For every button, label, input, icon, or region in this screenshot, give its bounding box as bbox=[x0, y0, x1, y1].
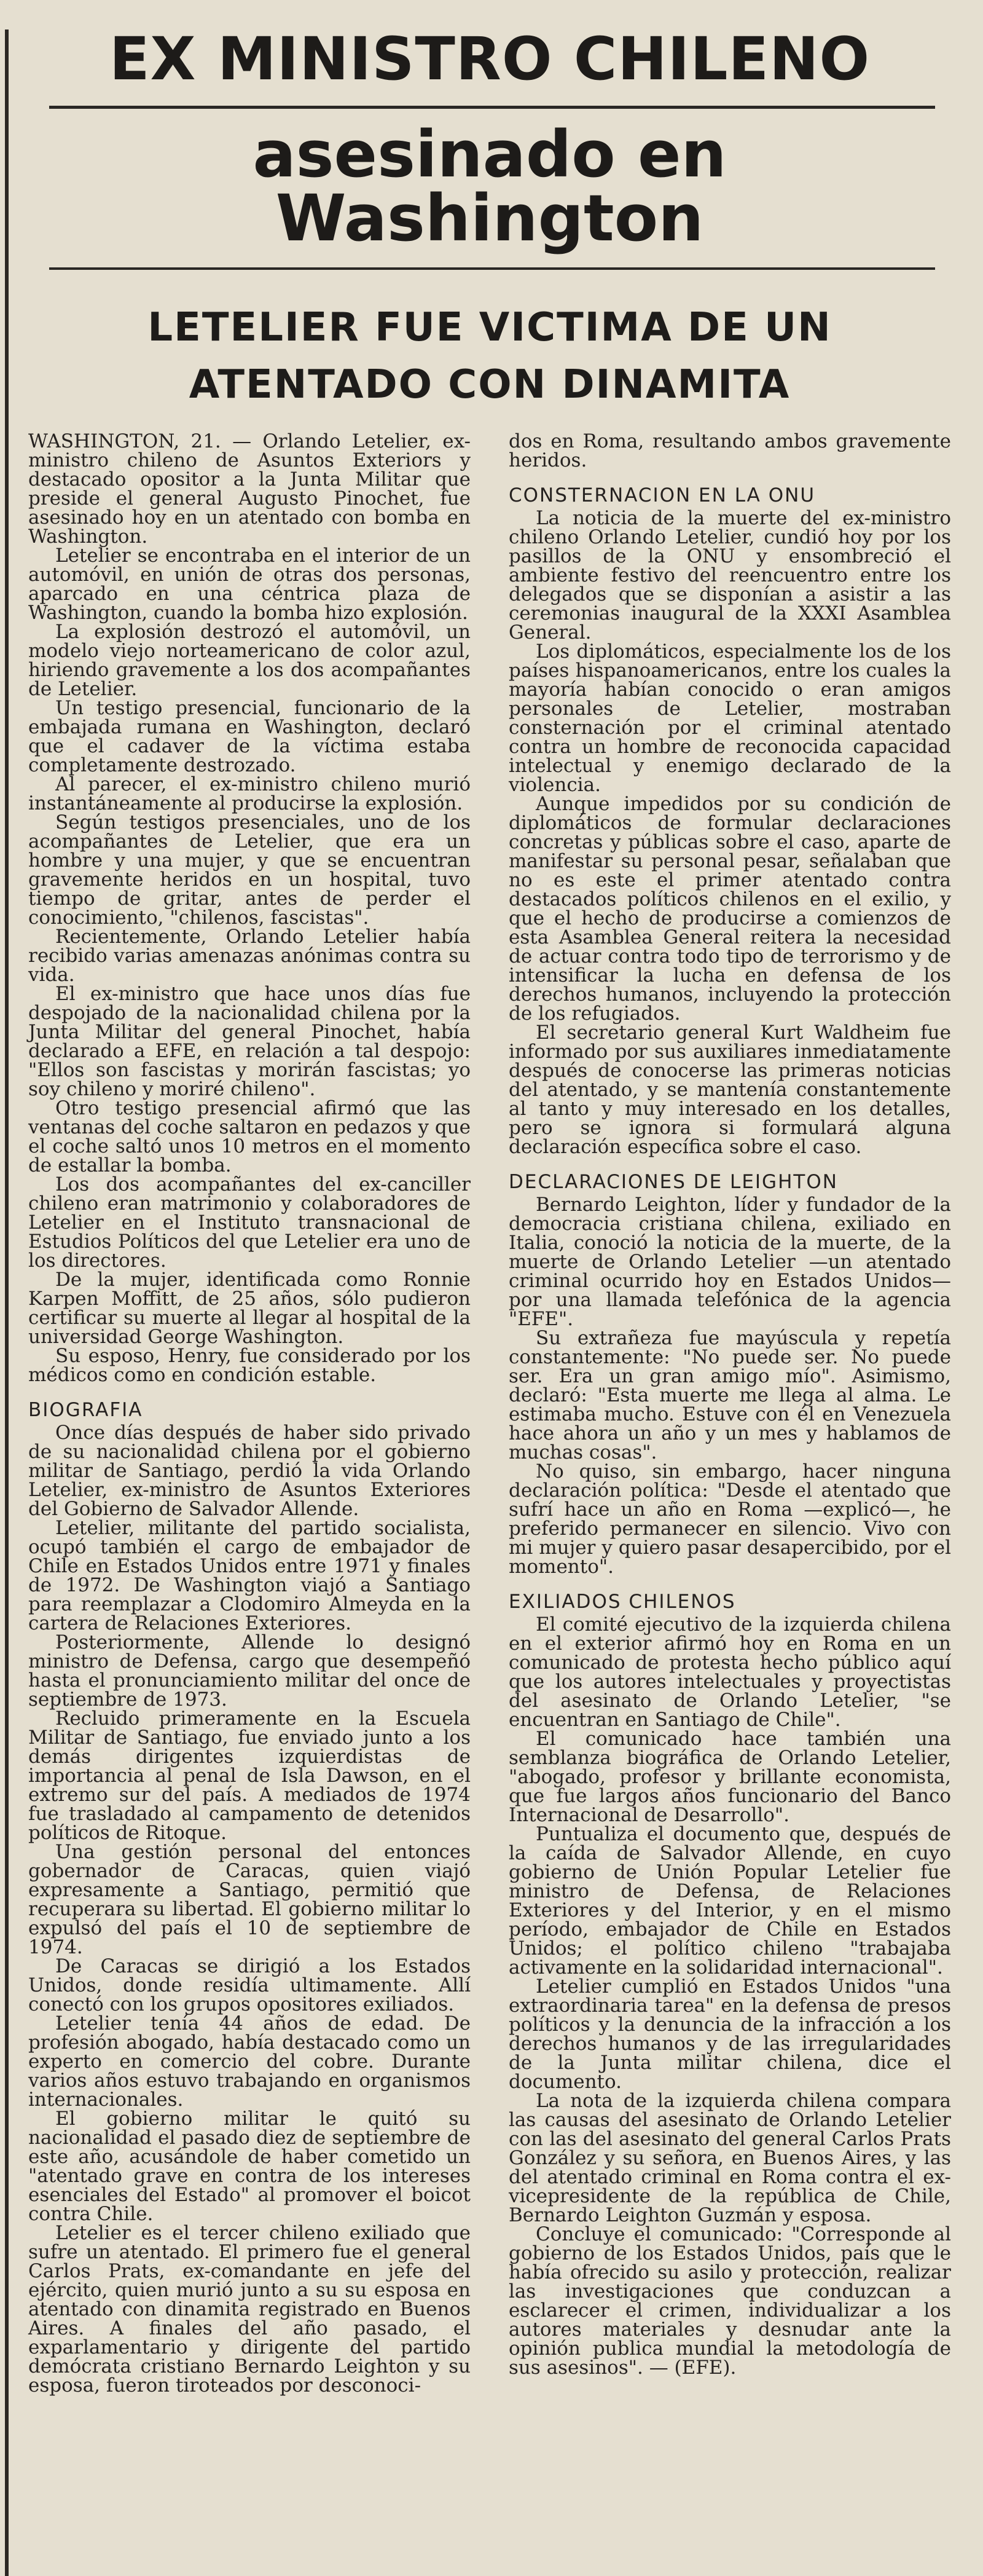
article-paragraph: La nota de la izquierda chilena compara las causas del asesinato de Orlando Letelier con las del asesinato del general Carlos Prats González y su señora, en Buenos Aires, y las del atentado criminal en Roma contra el ex-vicepresidente de la república de Chile, Bernardo Leighton Guzmán y esposa. bbox=[509, 2089, 951, 2226]
article-paragraph: Recientemente, Orlando Letelier había recibido varias amenazas anónimas contra su vida. bbox=[28, 925, 471, 986]
article-paragraph: Letelier es el tercer chileno exiliado que sufre un atentado. El primero fue el general Carlos Prats, ex-comandante en jefe del ejército, quien murió junto a su su esposa en atentado con dinamita registrado en Buenos Aires. A finales del año pasado, el exparlamentario y dirigente del partido demócrata cristiano Bernardo Leighton y su esposa, fueron tiroteados por desconoci- bbox=[28, 2221, 471, 2397]
subheadline: LETELIER FUE VICTIMA DE UN ATENTADO CON DINAMITA bbox=[147, 305, 832, 408]
article-paragraph: Puntualiza el documento que, después de la caída de Salvador Allende, en cuyo gobierno de Unión Popular Letelier fue ministro de Defensa, de Relaciones Exteriores y del Interior, y en el mismo período, embajador de Chile en Estados Unidos; el político chileno "trabajaba activamente en la solidaridad internacional". bbox=[509, 1822, 951, 1979]
article-paragraph: Posteriormente, Allende lo designó ministro de Defensa, cargo que desempeñó hasta el pronunciamiento militar del once de septiembre de 1973. bbox=[28, 1631, 471, 1711]
article-paragraph: El gobierno militar le quitó su nacionalidad el pasado diez de septiembre de este año, acusándole de haber cometido un "atentado grave en contra de los intereses esenciales del Estado" al promover el boicot contra Chile. bbox=[28, 2107, 471, 2225]
article-paragraph: De Caracas se dirigió a los Estados Unidos, donde residía ultimamente. Allí conectó con los grupos opositores exiliados. bbox=[28, 1955, 471, 2015]
article-column-left bbox=[28, 432, 471, 2395]
article-paragraph: Los diplomáticos, especialmente los de los países hispanoamericanos, entre los cuales la mayoría habían conocido o eran amigos personales de Letelier, mostraban consternación por el criminal atentado contra un hombre de reconocida capacidad intelectual y enemigo declarado de la violencia. bbox=[509, 640, 951, 796]
article-paragraph: Once días después de haber sido privado de su nacionalidad chilena por el gobierno militar de Santiago, perdió la vida Orlando Letelier, ex-ministro de Asuntos Exteriores del Gobierno de Salvador Allende. bbox=[28, 1421, 471, 1520]
column-rule bbox=[5, 30, 9, 2576]
article-paragraph: WASHINGTON, 21. — Orlando Letelier, ex-ministro chileno de Asuntos Exteriors y destacado opositor a la Junta Militar que preside el general Augusto Pinochet, fue asesinado hoy en un atentado con bomba en Washington. bbox=[28, 430, 471, 548]
article-paragraph: Según testigos presenciales, uno de los acompañantes de Letelier, que era un hombre y una mujer, y que se encuentran gravemente heridos en un hospital, tuvo tiempo de gritar, antes de perder el conocimiento, "chilenos, fascistas". bbox=[28, 811, 471, 929]
article-paragraph: Letelier, militante del partido socialista, ocupó también el cargo de embajador de Chile en Estados Unidos entre 1971 y finales de 1972. De Washington viajó a Santiago para reemplazar a Clodomiro Almeyda en la cartera de Relaciones Exteriores. bbox=[28, 1516, 471, 1634]
article-paragraph: Otro testigo presencial afirmó que las ventanas del coche saltaron en pedazos y que el coche saltó unos 10 metros en el momento de estallar la bomba. bbox=[28, 1097, 471, 1176]
article-paragraph: La noticia de la muerte del ex-ministro chileno Orlando Letelier, cundió hoy por los pasillos de la ONU y ensombreció el ambiente festivo del reencuentro entre los delegados que se disponían a asistir a las ceremonias inaugural de la XXXI Asamblea General. bbox=[509, 506, 951, 644]
headline-divider-lower bbox=[49, 267, 935, 270]
article-paragraph: Su esposo, Henry, fue considerado por los médicos como en condición estable. bbox=[28, 1344, 471, 1386]
headline-line-2: asesinado en Washington bbox=[253, 117, 727, 256]
article-paragraph: Al parecer, el ex-ministro chileno murió instantáneamente al producirse la explosión. bbox=[28, 773, 471, 814]
article-paragraph: Recluido primeramente en la Escuela Militar de Santiago, fue enviado junto a los demás dirigentes izquierdistas de importancia al penal de Isla Dawson, en el extremo sur del país. A mediados de 1974 fue trasladado al campamento de detenidos políticos de Ritoque. bbox=[28, 1707, 471, 1844]
article-paragraph: Letelier tenía 44 años de edad. De profesión abogado, había destacado como un experto en comercio del cobre. Durante varios años estuvo trabajando en organismos internacionales. bbox=[28, 2012, 471, 2111]
newspaper-page bbox=[0, 25, 983, 2576]
article-paragraph: El comité ejecutivo de la izquierda chilena en el exterior afirmó hoy en Roma en un comunicado de protesta hecho público aquí que los autores intelectuales y proyectistas del asesinato de Orlando Letelier, "se encuentran en Santiago de Chile". bbox=[509, 1613, 951, 1731]
article-body bbox=[28, 432, 951, 2395]
article-paragraph: El comunicado hace también una semblanza biográfica de Orlando Letelier, "abogado, profesor y brillante economista, que fue largos años funcionario del Banco Internacional de Desarrollo". bbox=[509, 1727, 951, 1826]
article-paragraph: Concluye el comunicado: "Corresponde al gobierno de los Estados Unidos, país que le había ofrecido su asilo y protección, realizar las investigaciones que conduzcan a esclarecer el crimen, individualizar a los autores materiales y desnudar ante la opinión publica mundial la metodología de sus asesinos". — (EFE). bbox=[509, 2223, 951, 2379]
article-paragraph: La explosión destrozó el automóvil, un modelo viejo norteamericano de color azul, hiriendo gravemente a los dos acompañantes de Letelier. bbox=[28, 620, 471, 700]
article-paragraph: Aunque impedidos por su condición de diplomáticos de formular declaraciones concretas y públicas sobre el caso, aparte de manifestar su personal pesar, señalaban que no es este el primer atentado contra destacados políticos chilenos en el exilio, y que el hecho de producirse a comienzos de esta Asamblea General reitera la necesidad de actuar contra todo tipo de terrorismo y de intensificar la lucha en defensa de los derechos humanos, incluyendo la protección de los refugiados. bbox=[509, 792, 951, 1025]
headline-divider bbox=[49, 106, 935, 109]
article-paragraph: Un testigo presencial, funcionario de la embajada rumana en Washington, declaró que el cadaver de la víctima estaba completamente destrozado. bbox=[28, 696, 471, 776]
article-paragraph: Una gestión personal del entonces gobernador de Caracas, quien viajó expresamente a Santiago, permitió que recuperara su libertad. El gobierno militar lo expulsó del país el 10 de septiembre de 1974. bbox=[28, 1840, 471, 1958]
article-paragraph: El secretario general Kurt Waldheim fue informado por sus auxiliares inmediatamente después de conocerse las primeras noticias del atentado, y se mantenía constantemente al tanto y muy interesado en los detalles, pero se ignora si formulará alguna declaración específica sobre el caso. bbox=[509, 1021, 951, 1158]
headline-line-1: EX MINISTRO CHILENO bbox=[109, 25, 871, 93]
section-heading: BIOGRAFIA bbox=[28, 1398, 143, 1421]
article-paragraph: dos en Roma, resultando ambos gravemente heridos. bbox=[509, 430, 951, 471]
article-paragraph: De la mujer, identificada como Ronnie Karpen Moffitt, de 25 años, sólo pudieron certificar su muerte al llegar al hospital de la universidad George Washington. bbox=[28, 1268, 471, 1348]
article-column-right bbox=[509, 432, 951, 2395]
article-paragraph: Los dos acompañantes del ex-canciller chileno eran matrimonio y colaboradores de Letelier en el Instituto transnacional de Estudios Políticos del que Letelier era uno de los directores. bbox=[28, 1173, 471, 1272]
article-paragraph: Bernardo Leighton, líder y fundador de la democracia cristiana chilena, exiliado en Italia, conoció la noticia de la muerte, de la muerte de Orlando Letelier —un atentado criminal ocurrido hoy en Estados Unidos— por una llamada telefónica de la agencia "EFE". bbox=[509, 1193, 951, 1330]
article-paragraph: No quiso, sin embargo, hacer ninguna declaración política: "Desde el atentado que sufrí hace un año en Roma —explicó—, he preferido permanecer en silencio. Vivo con mi mujer y quiero pasar desapercibido, por el momento". bbox=[509, 1460, 951, 1578]
article-paragraph: El ex-ministro que hace unos días fue despojado de la nacionalidad chilena por la Junta Militar del general Pinochet, había declarado a EFE, en relación a tal despojo: "Ellos son fascistas y morirán fascistas; yo soy chileno y moriré chileno". bbox=[28, 982, 471, 1100]
section-heading: EXILIADOS CHILENOS bbox=[509, 1590, 736, 1613]
article-paragraph: Letelier se encontraba en el interior de un automóvil, en unión de otras dos personas, aparcado en una céntrica plaza de Washington, cuando la bomba hizo explosión. bbox=[28, 544, 471, 624]
article-paragraph: Letelier cumplió en Estados Unidos "una extraordinaria tarea" en la defensa de presos políticos y la denuncia de la infracción a los derechos humanos y de las irregularidades de la Junta militar chilena, dice el documento. bbox=[509, 1975, 951, 2093]
section-heading: DECLARACIONES DE LEIGHTON bbox=[509, 1170, 838, 1193]
article-paragraph: Su extrañeza fue mayúscula y repetía constantemente: "No puede ser. No puede ser. Era un gran amigo mío". Asimismo, declaró: "Esta muerte me llega al alma. Le estimaba mucho. Estuve con él en Venezuela hace ahora un año y un mes y hablamos de muchas cosas". bbox=[509, 1326, 951, 1463]
section-heading: CONSTERNACION EN LA ONU bbox=[509, 484, 816, 506]
